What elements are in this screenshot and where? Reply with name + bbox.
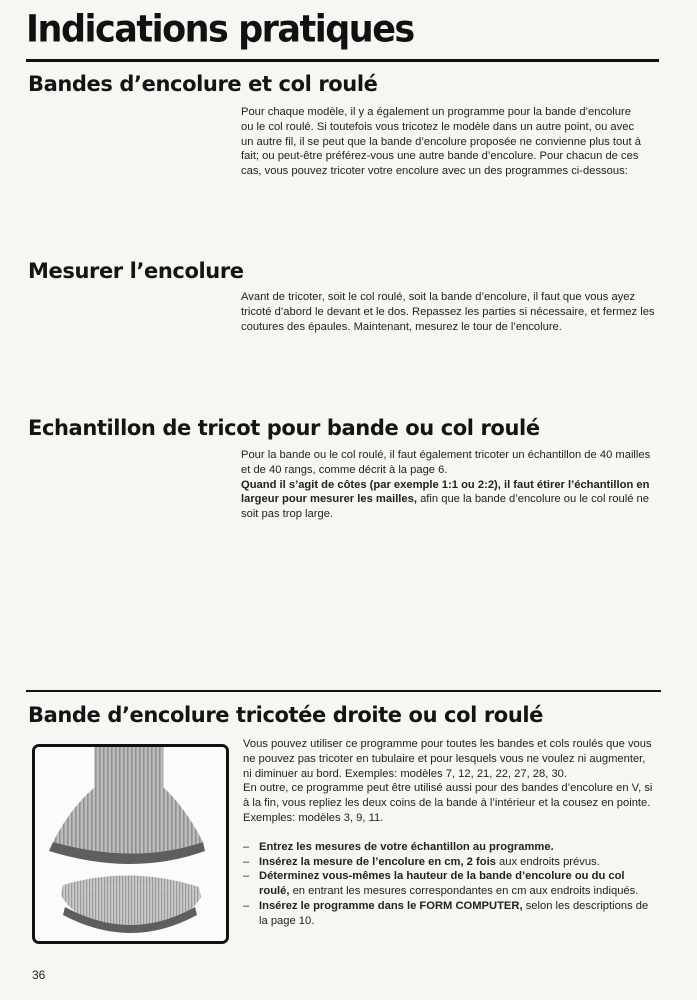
list-item-text: selon les descriptions de la page 10. [259, 899, 649, 927]
list-item-bold: Insérez le programme dans le FORM COMPUTER, [259, 899, 523, 912]
list-item-text: aux endroits prévus. [495, 855, 600, 868]
section-heading-neckbands: Bandes d’encolure et col roulé [28, 72, 378, 96]
paragraph [241, 448, 655, 522]
list-item-text: en entrant les mesures correspondantes en cm aux endroits indiqués. [289, 885, 639, 898]
sample-rest-text: afin que la bande d’encolure ou le col roulé ne soit pas trop large. [241, 493, 649, 521]
list-item-bold: Déterminez vous-mêmes la hauteur de la bande d’encolure ou du col roulé, [259, 870, 625, 898]
paragraph: Pour chaque modèle, il y a également un programme pour la bande d’encolure ou le col roulé. Si toutefois vous tricotez le modèle dans un autre point, ou avec un autre fil, il se peut que la bande d’encolure proposée ne convienne plus tout à fait; ou peut-être préférez-vous une autre bande d’encolure. Pour chacun de ces cas, vous pouvez tricoter votre encolure avec un des programmes ci-dessous: [241, 106, 641, 178]
list-item [243, 899, 655, 929]
list-item [243, 840, 655, 855]
section-heading-sample: Echantillon de tricot pour bande ou col roulé [28, 416, 540, 440]
section-measure-text [241, 290, 659, 334]
section-sample-text [241, 448, 655, 522]
title-rule [26, 59, 659, 62]
section-heading-straight-band: Bande d’encolure tricotée droite ou col roulé [28, 703, 544, 727]
list-item [243, 855, 655, 870]
list-item-bold: Insérez la mesure de l’encolure en cm, 2 fois [259, 855, 496, 868]
knitted-collar-photo [32, 744, 229, 944]
instruction-list [243, 840, 655, 929]
section-heading-measure-neckline: Mesurer l’encolure [28, 259, 244, 283]
paragraph: Avant de tricoter, soit le col roulé, soit la bande d’encolure, il faut que vous ayez tricoté d’abord le devant et le dos. Repassez les parties si nécessaire, et fermez les coutures des épaules. Maintenant, mesurez le tour de l’encolure. [241, 291, 655, 333]
sample-line1: Pour la bande ou le col roulé, il faut également tricoter un échantillon de 40 mailles et de 40 rangs, comme décrit à la page 6. [241, 449, 651, 476]
paragraph-2: En outre, ce programme peut être utilisé aussi pour des bandes d’encolure en V, si à la fin, vous repliez les deux coins de la bande à l’intérieur et la cousez en pointe. Exemples: modèles 3, 9, 11. [243, 782, 653, 824]
list-item [243, 869, 655, 899]
section-neckbands-text [241, 105, 646, 179]
page-title: Indications pratiques [26, 8, 414, 52]
paragraph-1: Vous pouvez utiliser ce programme pour toutes les bandes et cols roulés que vous ne pouvez pas tricoter en tubulaire et pour lesquels vous ne voulez ni augmenter, ni diminuer au bord. Exemples: modèles 7, 12, 21, 22, 27, 28, 30. [243, 738, 652, 780]
list-item-bold: Entrez les mesures de votre échantillon au programme. [259, 840, 554, 853]
page-number: 36 [32, 968, 46, 982]
sample-bold-text: Quand il s’agit de côtes (par exemple 1:1 ou 2:2), il faut étirer l’échantillon en largeur pour mesurer les mailles, [241, 478, 650, 506]
collar-illustration [35, 747, 226, 941]
section-straight-band-text [243, 737, 655, 929]
section4-rule [26, 690, 661, 692]
